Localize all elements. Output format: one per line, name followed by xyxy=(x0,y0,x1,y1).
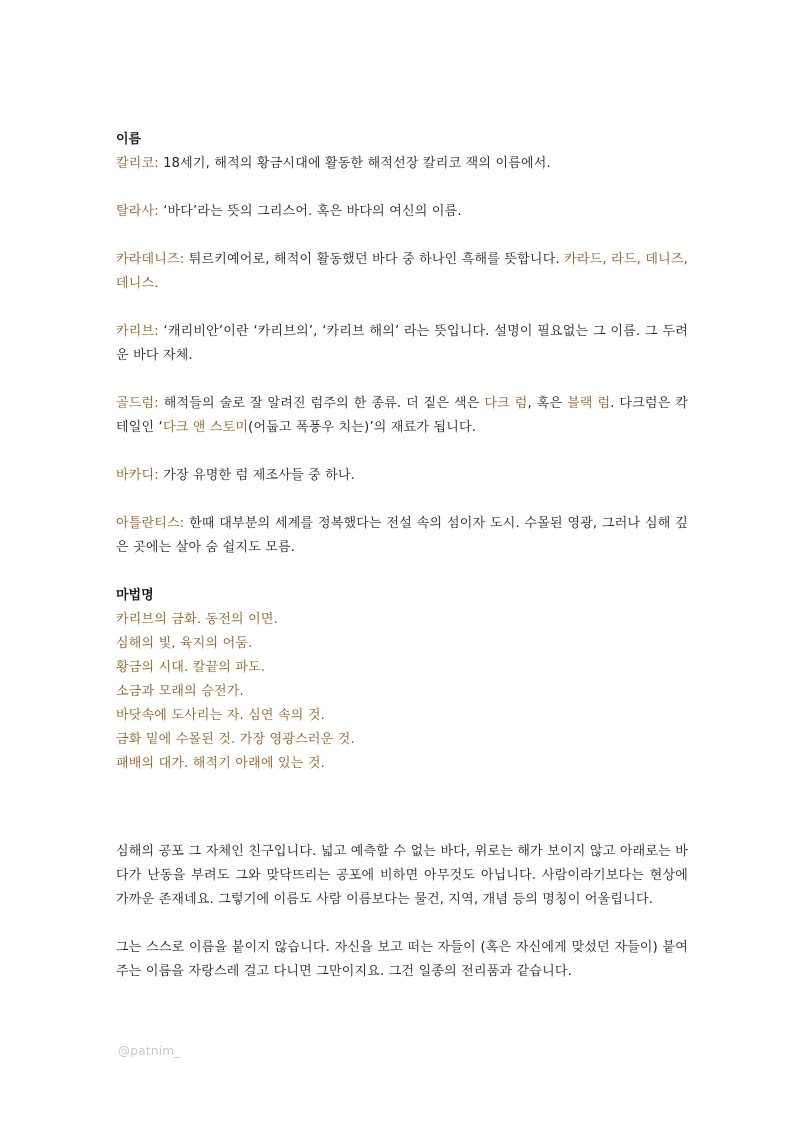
spell-item: 바닷속에 도사리는 자. 심연 속의 것. xyxy=(116,708,325,723)
definition: 한때 대부분의 세계를 정복했다는 전설 속의 섬이자 도시. 수몰된 영광, 그러나 심해 깊은 곳에는 살아 숨 쉴지도 모름. xyxy=(116,516,688,555)
definition: ‘캐리비안’이란 ‘카리브의’, ‘카리브 해의’ 라는 뜻입니다. 설명이 필요없는 그 이름. 그 두려운 바다 자체. xyxy=(116,324,688,363)
spell-item: 카리브의 금화. 동전의 이면. xyxy=(116,612,278,627)
definition: 가장 유명한 럼 제조사들 중 하나. xyxy=(158,468,356,483)
definition: 18세기, 해적의 황금시대에 활동한 해적선장 칼리코 잭의 이름에서. xyxy=(158,156,551,171)
spell-item: 소금과 모래의 승전가. xyxy=(116,684,244,699)
definition: ‘바다’라는 뜻의 그리스어. 혹은 바다의 여신의 이름. xyxy=(158,204,462,219)
spell-item: 금화 밑에 수몰된 것. 가장 영광스러운 것. xyxy=(116,732,355,747)
highlight-dark-n-stormy: 다크 앤 스토미 xyxy=(162,420,249,435)
name-entry-goldrum xyxy=(116,392,688,440)
term: 카라데니즈: xyxy=(116,252,185,267)
spell-item: 심해의 빛, 육지의 어둠. xyxy=(116,636,253,651)
spell-item: 패배의 대가. 해적기 아래에 있는 것. xyxy=(116,756,325,771)
highlight-dark-rum: 다크 럼 xyxy=(484,396,528,411)
name-entry-carib xyxy=(116,320,688,368)
highlight-black-rum: 블랙 럼 xyxy=(567,396,611,411)
term: 카리브: xyxy=(116,324,159,339)
definition-part: , 혹은 xyxy=(527,396,568,411)
term: 칼리코: xyxy=(116,156,159,171)
watermark: @patnim_ xyxy=(118,1044,181,1058)
variants: 카라드, 라드, 데니즈, 데니스. xyxy=(116,252,688,291)
description-paragraph-1: 심해의 공포 그 자체인 친구입니다. 넓고 예측할 수 없는 바다, 위로는 해가 보이지 않고 아래로는 바다가 난동을 부려도 그와 맞닥뜨리는 공포에 비하면 아무것도 아닙니다. 사람이라기보다는 현상에 가까운 존재네요. 그렇기에 이름도 사람 이름보다는 물건, 지역, 개념 등의 명칭이 어울립니다. xyxy=(116,844,688,907)
definition-part: . 다크럼은 칵테일인 ‘ xyxy=(116,396,689,435)
term: 골드럼: xyxy=(116,396,159,411)
term: 바카디: xyxy=(116,468,159,483)
name-entry-bacardi xyxy=(116,464,688,488)
spells-heading: 마법명 xyxy=(116,588,154,603)
definition-part: 해적들의 술로 잘 알려진 럼주의 한 종류. 더 짙은 색은 xyxy=(158,396,485,411)
name-entry-atlantis xyxy=(116,512,688,560)
names-heading: 이름 xyxy=(116,132,142,147)
name-entry-thalassa xyxy=(116,200,688,224)
term: 탈라사: xyxy=(116,204,159,219)
name-entry-calico xyxy=(116,152,688,176)
definition-part: (어둡고 폭풍우 치는)’의 재료가 됩니다. xyxy=(248,420,477,435)
name-entry-karadeniz xyxy=(116,248,688,296)
definition: 튀르키예어로, 해적이 활동했던 바다 중 하나인 흑해를 뜻합니다. xyxy=(184,252,565,267)
document-body xyxy=(116,128,688,984)
spell-item: 황금의 시대. 칼끝의 파도. xyxy=(116,660,266,675)
term: 아틀란티스: xyxy=(116,516,185,531)
description-paragraph-2: 그는 스스로 이름을 붙이지 않습니다. 자신을 보고 떠는 자들이 (혹은 자신에게 맞섰던 자들이) 붙여주는 이름을 자랑스레 걸고 다니면 그만이지요. 그건 일종의 전리품과 같습니다. xyxy=(116,940,688,979)
